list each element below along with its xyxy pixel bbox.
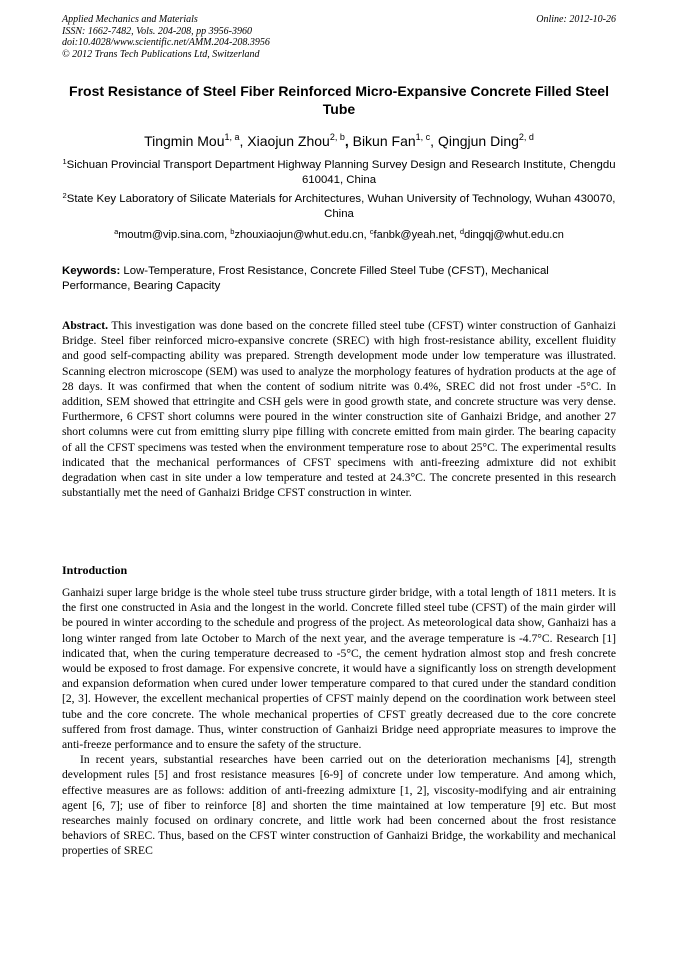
abstract-text: This investigation was done based on the concrete filled steel tube (CFST) winter construction of Ganhaizi Bridge. Steel fiber reinforced micro-expansive concrete (SREC) with high frost-resistance ability, excellent fluidity and good self-compacting ability was prepared. Strength development mode under low temperature was illustrated. Scanning electron microscope (SEM) was used to analyze the morphology features of hydration products at the age of 28 days. It was confirmed that when the content of sodium nitrite was 0.4%, SREC did not frost under -5°C. In addition, SEM showed that ettringite and CSH gels were in good growth state, and concrete structure was very dense. Furthermore, 6 CFST short columns were poured in the winter construction site of Ganhaizi Bridge, and another 27 short columns were cut from emitting slurry pipe filling with concrete emitted from main girder. The bearing capacity of all the CFST specimens was tested when the environment temperature rose to about 25°C. The experimental results indicated that the mechanical performances of CFST specimens with anti-freezing admixture did not exhibit degradation when cast in site under a low temperature and tested at 24.3°C. The concrete presented in this research substantially met the need of Ganhaizi Bridge CFST construction in winter. (62, 319, 616, 500)
author-list (62, 132, 616, 150)
email-address: dingqj@whut.edu.cn (464, 229, 564, 241)
author-name: Tingmin Mou (144, 133, 225, 149)
author-name: Bikun Fan (352, 133, 416, 149)
author-affiliation-mark: 1, c (415, 132, 431, 142)
journal-header (62, 14, 616, 60)
introduction-body (62, 585, 616, 859)
affiliation-2 (62, 192, 616, 222)
introduction-heading: Introduction (62, 563, 128, 577)
affiliation-1 (62, 158, 616, 188)
affiliation-text: Sichuan Provincial Transport Department Highway Planning Survey Design and Research Institute, Chengdu 610041, China (66, 159, 616, 186)
keywords-label: Keywords: (62, 265, 121, 277)
email-address: fanbk@yeah.net, (373, 229, 460, 241)
abstract (62, 318, 616, 500)
email-mark: c (369, 227, 374, 236)
author-separator: , (430, 133, 438, 149)
author-name: Qingjun Ding (437, 133, 519, 149)
doi-line: doi:10.4028/www.scientific.net/AMM.204-208.3956 (62, 37, 270, 48)
email-address: zhouxiaojun@whut.edu.cn, (234, 229, 370, 241)
issn-line: ISSN: 1662-7482, Vols. 204-208, pp 3956-3960 (62, 25, 252, 37)
email-mark: b (230, 227, 235, 236)
affiliation-mark: 2 (62, 191, 67, 200)
paper-title: Frost Resistance of Steel Fiber Reinforced Micro-Expansive Concrete Filled Steel Tube (69, 83, 609, 117)
email-address: moutm@vip.sina.com, (118, 229, 231, 241)
keywords (62, 264, 616, 294)
author-separator: , (344, 133, 349, 149)
author-name: Xiaojun Zhou (247, 133, 330, 149)
author-emails (62, 228, 616, 243)
affiliation-text: State Key Laboratory of Silicate Materials for Architectures, Wuhan University of Technology, Wuhan 430070, China (66, 193, 616, 220)
introduction-paragraph: In recent years, substantial researches have been carried out on the deterioration mechanisms [4], strength development rules [5] and frost resistance measures [6-9] of concrete under low temperature. And among which, effective measures are as follows: addition of anti-freezing admixture [1, 2], viscosity-modifying and air entraining agent [6, 7]; use of fiber to reinforce [8] and shorten the time maintained at low temperature [9] etc. But most researches mainly focused on ordinary concrete, and little work had been concerned about the frost resistance behaviors of SREC. Thus, based on the CFST winter construction of Ganhaizi Bridge, the workability and mechanical properties of SREC (62, 753, 616, 858)
online-date: Online: 2012-10-26 (536, 14, 616, 25)
journal-name: Applied Mechanics and Materials (62, 14, 198, 25)
author-affiliation-mark: 2, d (518, 132, 534, 142)
keywords-text: Low-Temperature, Frost Resistance, Concrete Filled Steel Tube (CFST), Mechanical Performance, Bearing Capacity (62, 265, 549, 292)
abstract-label: Abstract. (62, 319, 109, 332)
copyright-line: © 2012 Trans Tech Publications Ltd, Switzerland (62, 48, 260, 60)
email-mark: d (459, 227, 465, 236)
author-separator: , (239, 133, 248, 149)
author-affiliation-mark: 2, b (329, 132, 345, 142)
author-affiliation-mark: 1, a (224, 132, 240, 142)
email-mark: a (114, 227, 119, 236)
affiliation-mark: 1 (62, 157, 67, 166)
introduction-paragraph: Ganhaizi super large bridge is the whole steel tube truss structure girder bridge, with a total length of 1811 meters. It is the first one constructed in Asia and the longest in the world. Concrete filled steel tube (CFST) of the main girder will be poured in winter according to the schedule and progress of the project. As meteorological data show, Ganhaizi has a long winter ranged from late October to March of the next year, and the average temperature is -4.7°C. Research [1] indicated that, when the curing temperature decreased to -5°C, the cement hydration almost stop and fresh concrete would be exposed to frost damage. For expensive concrete, it would have a significantly loss on strength development and expansion deformation when cured under lower temperature compared to that cured under the standard condition [2, 3]. However, the excellent mechanical properties of CFST mainly depend on the coordination work between steel tube and the core concrete. The whole mechanical properties of CFST greatly decreased due to the core concrete suffered from frost damage. Thus, winter construction of Ganhaizi Bridge need appropriate measures to improve the anti-freeze performance and to ensure the safety of the structure. (62, 586, 616, 752)
